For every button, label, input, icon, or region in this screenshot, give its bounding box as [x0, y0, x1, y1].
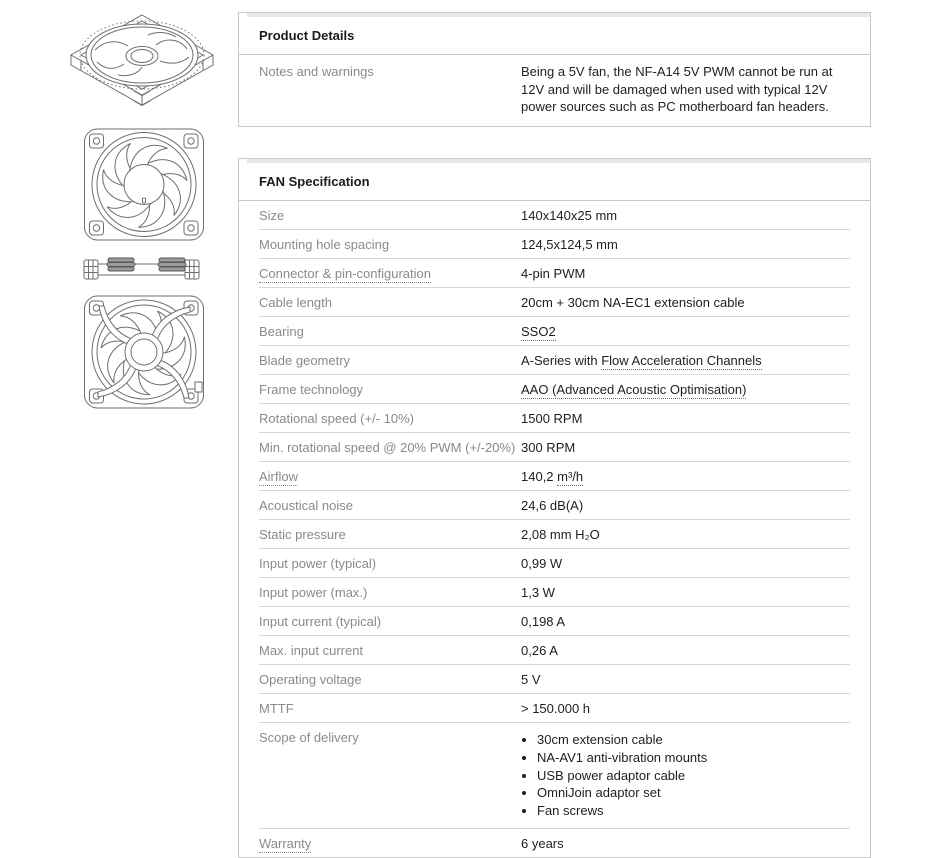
fan-rear-drawing-icon [83, 294, 205, 410]
spec-value: 1,3 W [521, 585, 555, 600]
spec-value: 300 RPM [521, 440, 576, 455]
spec-value: 124,5x124,5 mm [521, 237, 618, 252]
spec-value-cell [521, 237, 618, 252]
spec-value-tooltip-term[interactable]: SSO2 [521, 324, 556, 339]
spec-row [259, 375, 850, 404]
thumbnail-fan-side-view[interactable] [83, 254, 200, 284]
spec-label: Mounting hole spacing [259, 237, 390, 252]
thumbnail-fan-front-view[interactable] [83, 127, 205, 242]
spec-value-tooltip-term[interactable]: Flow Acceleration Channels [601, 353, 762, 368]
spec-label-cell [259, 208, 521, 223]
spec-value-cell [521, 730, 707, 822]
scope-of-delivery-item: • 30cm extension cable [537, 731, 707, 749]
spec-value: A-Series with [521, 353, 602, 368]
spec-value-tooltip-term[interactable]: AAO (Advanced Acoustic Optimisation) [521, 382, 747, 397]
spec-value-tooltip-term[interactable]: m³/h [557, 469, 584, 484]
spec-label: Bearing [259, 324, 304, 339]
spec-label-tooltip-term[interactable]: Airflow [259, 469, 299, 484]
spec-label-cell [259, 527, 521, 542]
spec-value-cell [521, 469, 583, 484]
spec-row [259, 462, 850, 491]
fan-side-drawing-icon [83, 254, 200, 284]
spec-value-cell [521, 295, 745, 310]
spec-value-cell [521, 643, 558, 658]
spec-value-cell [521, 498, 583, 513]
spec-label: Cable length [259, 295, 332, 310]
spec-row [259, 317, 850, 346]
spec-value-cell [521, 585, 555, 600]
spec-label-cell [259, 498, 521, 513]
product-details-panel [238, 12, 871, 127]
spec-label: Rotational speed (+/- 10%) [259, 411, 415, 426]
spec-label-cell [259, 411, 521, 426]
spec-label-cell [259, 382, 521, 397]
spec-row [259, 829, 850, 857]
spec-value: 4-pin PWM [521, 266, 586, 281]
spec-label: Operating voltage [259, 672, 362, 687]
spec-row [259, 520, 850, 549]
spec-label-cell [259, 324, 521, 339]
spec-value-cell [521, 440, 575, 455]
spec-row [259, 549, 850, 578]
spec-value: 1500 RPM [521, 411, 583, 426]
spec-label-cell [259, 469, 521, 484]
spec-label-cell [259, 556, 521, 571]
spec-label: Max. input current [259, 643, 364, 658]
spec-value: > 150.000 h [521, 701, 591, 716]
spec-value-cell [521, 614, 565, 629]
spec-row [259, 404, 850, 433]
spec-label-cell [259, 585, 521, 600]
spec-value: 0,99 W [521, 556, 563, 571]
spec-value: 140,2 [521, 469, 558, 484]
fan-specification-panel [238, 158, 871, 858]
spec-row [259, 578, 850, 607]
scope-of-delivery-item: • NA-AV1 anti-vibration mounts [537, 749, 707, 767]
spec-label-cell [259, 353, 521, 368]
spec-label: Input power (max.) [259, 585, 368, 600]
spec-label-cell [259, 701, 521, 716]
spec-value: 6 years [521, 835, 564, 851]
spec-label-tooltip-term[interactable]: Warranty [259, 835, 312, 851]
spec-label: Frame technology [259, 382, 364, 397]
spec-value: 140x140x25 mm [521, 208, 618, 223]
spec-row [259, 346, 850, 375]
spec-value: 5 V [521, 672, 541, 687]
spec-row [259, 607, 850, 636]
thumbnail-fan-rear-view[interactable] [83, 294, 205, 410]
spec-label-cell [259, 237, 521, 252]
spec-value-cell [521, 266, 585, 281]
spec-value-cell [521, 411, 582, 426]
scope-of-delivery-item: • USB power adaptor cable [537, 767, 707, 785]
spec-value-cell [521, 701, 590, 716]
spec-label-tooltip-term[interactable]: Connector & pin-configuration [259, 266, 431, 281]
scope-of-delivery-list [521, 731, 707, 822]
fan-spec-rows [239, 201, 870, 857]
spec-row [259, 723, 850, 829]
spec-label: Static pressure [259, 527, 346, 542]
spec-label: Input current (typical) [259, 614, 382, 629]
thumbnail-fan-isometric-view[interactable] [68, 13, 216, 110]
scope-of-delivery-item: • OmniJoin adaptor set [537, 784, 707, 802]
fan-front-drawing-icon [83, 127, 205, 242]
spec-value-cell [521, 836, 564, 851]
spec-value: 0,198 A [521, 614, 566, 629]
spec-row [259, 665, 850, 694]
spec-label: Size [259, 208, 285, 223]
notes-and-warnings-value: Being a 5V fan, the NF-A14 5V PWM cannot be run at 12V and will be damaged when used with typical 12V power sources such as PC motherboard fan headers. [521, 64, 833, 114]
spec-row [259, 636, 850, 665]
spec-value: 0,26 A [521, 643, 558, 658]
spec-value-cell [521, 382, 746, 397]
spec-row [259, 201, 850, 230]
spec-value: 2,08 mm H₂O [521, 527, 600, 542]
fan-specification-title: FAN Specification [239, 159, 870, 201]
spec-label-cell [259, 836, 521, 851]
spec-label-cell [259, 643, 521, 658]
spec-label-cell [259, 614, 521, 629]
spec-row [259, 288, 850, 317]
spec-label: Scope of delivery [259, 730, 359, 745]
spec-label-cell [259, 730, 521, 822]
spec-row [259, 259, 850, 288]
spec-label: Blade geometry [259, 353, 351, 368]
spec-label-cell [259, 440, 521, 455]
scope-of-delivery-item: • Fan screws [537, 802, 707, 820]
spec-label-cell [259, 295, 521, 310]
spec-value-cell [521, 208, 617, 223]
spec-value-cell [521, 527, 600, 542]
spec-value-cell [521, 672, 541, 687]
notes-and-warnings-row [239, 55, 870, 126]
spec-value-cell [521, 353, 762, 368]
spec-label: Acoustical noise [259, 498, 353, 513]
spec-value: 20cm + 30cm NA-EC1 extension cable [521, 295, 745, 310]
spec-label: Input power (typical) [259, 556, 377, 571]
spec-value-cell [521, 556, 562, 571]
spec-value: 24,6 dB(A) [521, 498, 584, 513]
spec-value-cell [521, 324, 556, 339]
spec-row [259, 694, 850, 723]
notes-and-warnings-label: Notes and warnings [259, 64, 374, 79]
fan-isometric-drawing-icon [68, 13, 216, 110]
spec-row [259, 433, 850, 462]
spec-label: MTTF [259, 701, 294, 716]
spec-label: Min. rotational speed @ 20% PWM (+/-20%) [259, 440, 516, 455]
spec-label-cell [259, 266, 521, 281]
spec-row [259, 230, 850, 259]
spec-label-cell [259, 672, 521, 687]
product-details-title: Product Details [239, 13, 870, 55]
spec-row [259, 491, 850, 520]
